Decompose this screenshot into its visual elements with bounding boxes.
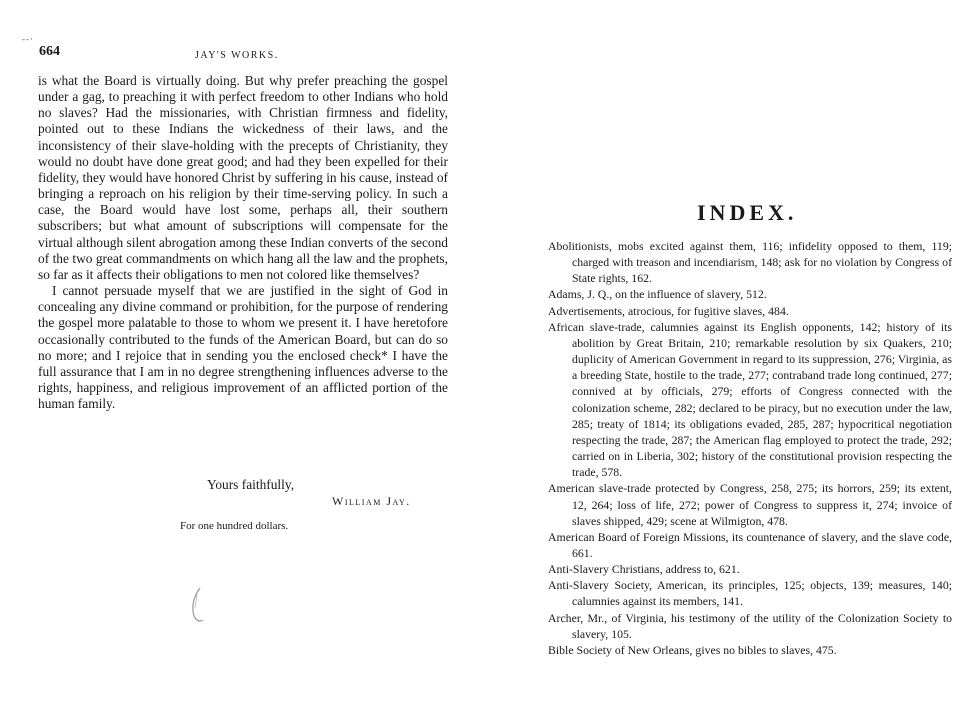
index-entry: Adams, J. Q., on the influence of slavery, 512. (548, 287, 767, 302)
footnote: For one hundred dollars. (180, 520, 289, 532)
right-page (490, 0, 980, 709)
closing: Yours faithfully, (207, 477, 295, 492)
index-entry: Abolitionists, mobs excited against them, 116; infidelity opposed to them, 119; charged with treason and incendiarism, 148; ask for no violation by Congress of State rights, 162. (548, 239, 952, 286)
letter-body (38, 73, 448, 412)
index-entry: American Board of Foreign Missions, its countenance of slavery, and the slave code, 661. (548, 529, 952, 560)
index-entry: Anti-Slavery Society, American, its principles, 125; objects, 139; measures, 140; calumnies against its members, 141. (548, 578, 952, 609)
index-list (548, 238, 952, 658)
page-number: 664 (39, 44, 60, 59)
signature: William Jay. (332, 494, 411, 508)
index-entry: African slave-trade, calumnies against its English opponents, 142; history of its abolition by Great Britain, 210; remarkable resolution by six Quakers, 210; duplicity of American Government in regard to its suppression, 276; Virginia, as a breeding State, hostile to the trade, 277; contraband trade long continued, 277; connived at by officials, 279; efforts of Congress connected with the colonization scheme, 282; declared to be piracy, but no execution under the law, 285; treaty of 1814; its obligations evaded, 285, 287; hypocritical negotiation respecting the trade, 287; the American flag employed to protect the trade, 292; carried on in Liberia, 302; history of the constitutional provision respecting the trade, 578. (548, 319, 952, 480)
running-head: JAY'S WORKS. (195, 50, 279, 61)
index-entry: Bible Society of New Orleans, gives no bibles to slaves, 475. (548, 642, 837, 657)
paragraph-2: I cannot persuade myself that we are justified in the sight of God in concealing any divine command or prohibition, for the purpose of rendering the gospel more palatable to those to whom we present it. I have heretofore occasionally contributed to the funds of the American Board, but can do so no more; and I rejoice that in sending you the enclosed check* I have the full assurance that I am in no degree strengthening influences adverse to the rights, happiness, and religious improvement of an afflicted portion of the human family. (38, 283, 448, 412)
index-title: INDEX. (697, 200, 798, 225)
index-entry: American slave-trade protected by Congress, 258, 275; its horrors, 259; its extent, 12, 264; loss of life, 272; power of Congress to suppress it, 274; invoice of slaves shipped, 429; scene at Wilmigton, 478. (548, 481, 952, 528)
paragraph-1: is what the Board is virtually doing. But why prefer preaching the gospel under a gag, to preaching it with perfect freedom to other Indians who hold no slaves? Had the missionaries, with Christian firmness and fidelity, pointed out to these Indians the wickedness of their laws, and the inconsistency of their slave-holding with the precepts of Christianity, they would no doubt have done great good; and had they been expelled for their fidelity, they would have honored Christ by suffering in his cause, instead of bringing a reproach on his religion by their time-serving policy. In such a case, the Board would have lost some, perhaps all, their southern subscribers; but what amount of subscriptions will compensate for the virtual although silent abrogation among these Indian converts of the second of the two great commandments on which hang all the law and the prophets, so far as it affects their obligations to men not colored like themselves? (38, 73, 448, 282)
pencil-mark-icon (188, 586, 208, 626)
index-entry: Advertisements, atrocious, for fugitive slaves, 484. (548, 303, 789, 318)
scan-mark: --· (22, 34, 34, 44)
index-entry: Archer, Mr., of Virginia, his testimony of the utility of the Colonization Society to slavery, 105. (548, 610, 952, 641)
index-entry: Anti-Slavery Christians, address to, 621. (548, 562, 740, 577)
